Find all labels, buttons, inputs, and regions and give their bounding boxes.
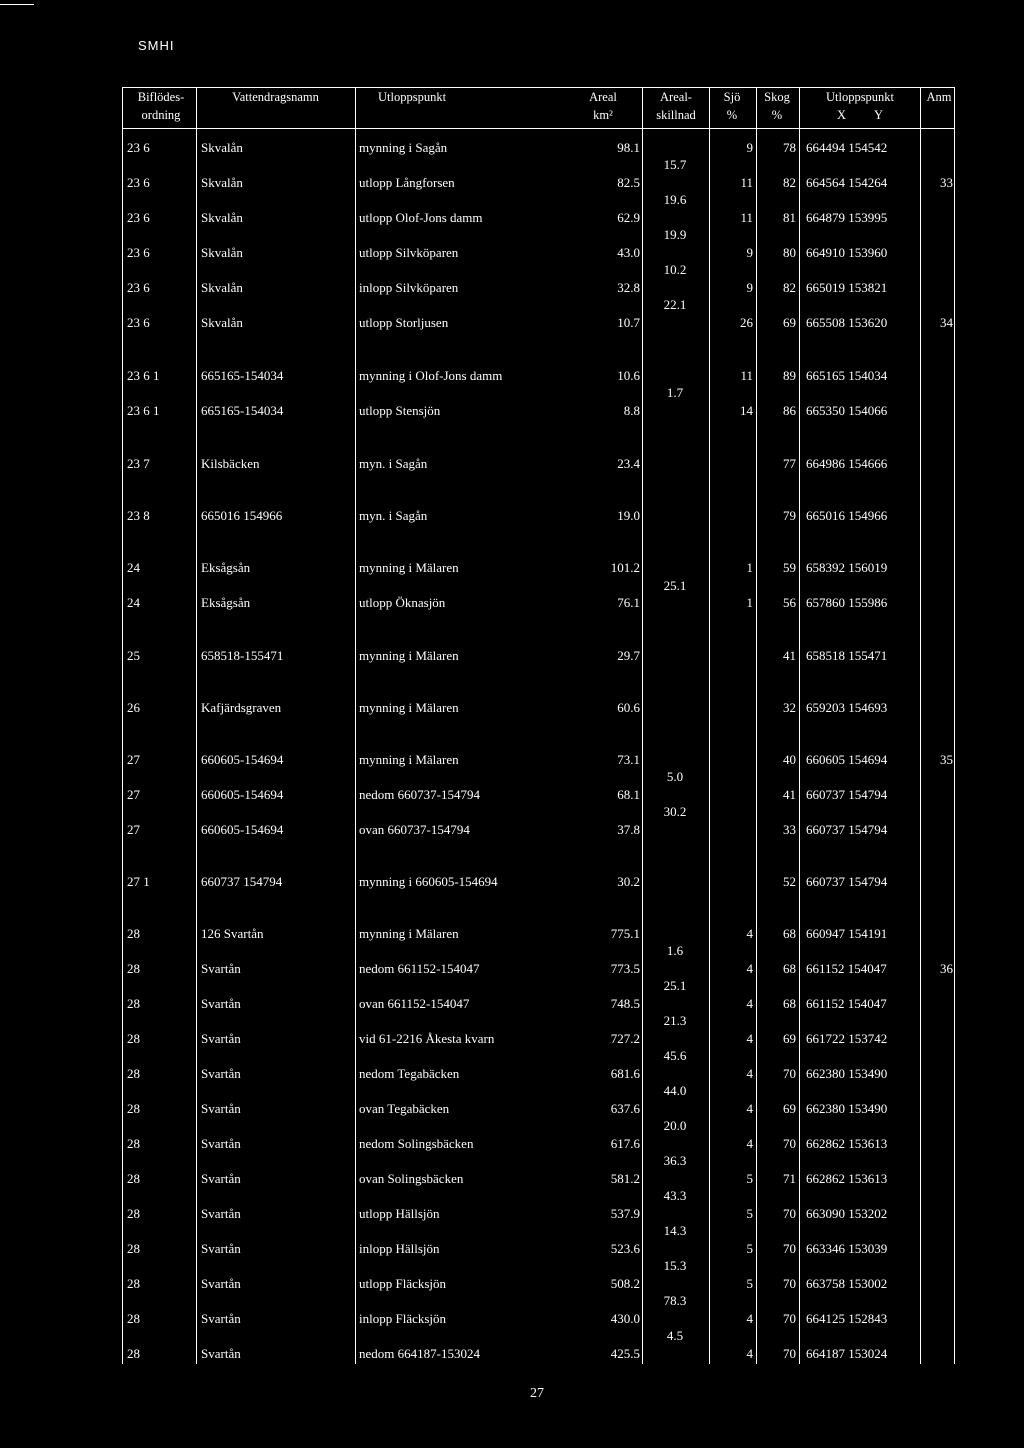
cell-vattendragsnamn: Svartån [201,996,241,1011]
cell-utloppspunkt: mynning i Mälaren [359,926,459,941]
cell-biflodesordning: 28 [127,1171,140,1186]
cell-skog: 70 [783,1276,796,1291]
cell-utloppspunkt-xy: 663758 153002 [806,1276,888,1291]
cell-areal: 10.7 [617,315,640,330]
cell-utloppspunkt-xy: 662380 153490 [806,1101,888,1116]
cell-vattendragsnamn: Kafjärdsgraven [201,700,282,715]
header-anm: Anm [926,90,952,104]
header-sjo: Sjö % [723,90,741,122]
cell-sjo: 14 [740,403,753,418]
cell-areal: 537.9 [610,1206,640,1221]
cell-skog: 82 [783,280,796,295]
cell-vattendragsnamn: Svartån [201,1101,241,1116]
cell-vattendragsnamn: Skvalån [201,140,243,155]
cell-arealskillnad: 43.3 [663,1188,687,1203]
cell-vattendragsnamn: Svartån [201,1276,241,1291]
cell-sjo: 4 [746,1136,753,1151]
cell-utloppspunkt-xy: 665165 154034 [806,368,888,383]
cell-sjo: 11 [740,210,753,225]
cell-skog: 41 [783,787,796,802]
cell-utloppspunkt-xy: 658518 155471 [806,648,888,663]
cell-arealskillnad: 22.1 [663,297,687,312]
cell-utloppspunkt-xy: 663346 153039 [806,1241,888,1256]
cell-utloppspunkt-xy: 660737 154794 [806,787,888,802]
cell-skog: 32 [783,700,796,715]
cell-utloppspunkt: nedom 661152-154047 [359,961,480,976]
cell-vattendragsnamn: 660737 154794 [201,874,283,889]
cell-sjo: 5 [746,1276,753,1291]
cell-vattendragsnamn: Svartån [201,1136,241,1151]
cell-utloppspunkt-xy: 658392 156019 [806,560,888,575]
cell-utloppspunkt-xy: 665016 154966 [806,508,888,523]
cell-utloppspunkt: ovan 661152-154047 [359,996,470,1011]
column-divider [355,87,356,1364]
cell-utloppspunkt: nedom Tegabäcken [359,1066,460,1081]
cell-areal: 773.5 [610,961,640,976]
cell-utloppspunkt: vid 61-2216 Åkesta kvarn [359,1031,495,1046]
cell-biflodesordning: 23 8 [127,508,150,523]
cell-utloppspunkt: mynning i Olof-Jons damm [359,368,503,383]
cell-biflodesordning: 28 [127,1206,140,1221]
org-label: SMHI [138,38,175,53]
cell-biflodesordning: 28 [127,1136,140,1151]
cell-utloppspunkt-xy: 664125 152843 [806,1311,888,1326]
cell-sjo: 5 [746,1171,753,1186]
cell-vattendragsnamn: 660605-154694 [201,822,284,837]
column-divider [642,87,643,1364]
cell-utloppspunkt-xy: 662380 153490 [806,1066,888,1081]
cell-utloppspunkt-xy: 664494 154542 [806,140,888,155]
cell-skog: 71 [783,1171,796,1186]
cell-areal: 10.6 [617,368,640,383]
cell-arealskillnad: 19.6 [663,192,687,207]
page-number: 27 [530,1386,544,1401]
cell-utloppspunkt-xy: 660737 154794 [806,874,888,889]
cell-skog: 40 [783,752,796,767]
cell-utloppspunkt: inlopp Fläcksjön [359,1311,447,1326]
cell-arealskillnad: 15.3 [663,1258,687,1273]
cell-biflodesordning: 27 [127,822,140,837]
cell-utloppspunkt-xy: 659203 154693 [806,700,888,715]
cell-skog: 70 [783,1311,796,1326]
cell-vattendragsnamn: Svartån [201,1066,241,1081]
cell-areal: 68.1 [617,787,640,802]
header-skog: Skog % [764,90,790,122]
cell-biflodesordning: 23 6 [127,140,150,155]
cell-vattendragsnamn: Skvalån [201,210,243,225]
cell-skog: 78 [783,140,796,155]
cell-skog: 56 [783,595,796,610]
cell-areal: 19.0 [617,508,640,523]
cell-areal: 43.0 [617,245,640,260]
cell-skog: 69 [783,1031,796,1046]
cell-vattendragsnamn: Svartån [201,1311,241,1326]
cell-skog: 86 [783,403,796,418]
cell-areal: 508.2 [610,1276,640,1291]
cell-skog: 70 [783,1066,796,1081]
cell-areal: 681.6 [610,1066,640,1081]
cell-biflodesordning: 23 6 [127,175,150,190]
cell-utloppspunkt: utlopp Öknasjön [359,595,446,610]
cell-biflodesordning: 27 [127,787,140,802]
cell-vattendragsnamn: Svartån [201,1171,241,1186]
cell-biflodesordning: 28 [127,1276,140,1291]
header-biflodesordning: Biflödes- ordning [137,90,185,122]
cell-utloppspunkt-xy: 664187 153024 [806,1346,888,1361]
cell-utloppspunkt: utlopp Silvköparen [359,245,459,260]
cell-areal: 60.6 [617,700,640,715]
cell-utloppspunkt: mynning i 660605-154694 [359,874,498,889]
cell-biflodesordning: 27 1 [127,874,150,889]
cell-utloppspunkt-xy: 662862 153613 [806,1171,888,1186]
cell-arealskillnad: 21.3 [663,1013,687,1028]
column-divider [196,87,197,1364]
cell-utloppspunkt-xy: 660605 154694 [806,752,888,767]
cell-anm: 35 [940,752,953,767]
cell-sjo: 11 [740,175,753,190]
cell-areal: 23.4 [617,456,640,471]
cell-areal: 425.5 [610,1346,640,1361]
cell-utloppspunkt: utlopp Stensjön [359,403,441,418]
cell-areal: 30.2 [617,874,640,889]
cell-biflodesordning: 27 [127,752,140,767]
cell-biflodesordning: 23 6 [127,315,150,330]
cell-sjo: 1 [746,560,753,575]
cell-utloppspunkt-xy: 660737 154794 [806,822,888,837]
cell-biflodesordning: 28 [127,1031,140,1046]
cell-vattendragsnamn: Skvalån [201,280,243,295]
cell-anm: 34 [940,315,953,330]
cell-utloppspunkt: mynning i Mälaren [359,560,459,575]
cell-vattendragsnamn: Eksågsån [201,595,251,610]
cell-skog: 70 [783,1346,796,1361]
cell-utloppspunkt-xy: 657860 155986 [806,595,888,610]
cell-skog: 68 [783,926,796,941]
cell-arealskillnad: 44.0 [663,1083,687,1098]
cell-utloppspunkt: utlopp Fläcksjön [359,1276,447,1291]
cell-areal: 62.9 [617,210,640,225]
cell-sjo: 4 [746,1031,753,1046]
cell-utloppspunkt: mynning i Mälaren [359,700,459,715]
cell-skog: 59 [783,560,796,575]
cell-utloppspunkt-xy: 664879 153995 [806,210,888,225]
cell-areal: 37.8 [617,822,640,837]
cell-arealskillnad: 5.0 [666,769,684,784]
cell-sjo: 9 [746,140,753,155]
cell-biflodesordning: 24 [127,595,140,610]
cell-areal: 637.6 [610,1101,640,1116]
cell-utloppspunkt: myn. i Sagån [359,456,428,471]
cell-skog: 68 [783,996,796,1011]
top-edge-rule [0,4,34,5]
column-divider [954,87,955,1364]
cell-utloppspunkt: mynning i Sagån [359,140,448,155]
header-utloppspunkt: Utloppspunkt [378,90,447,104]
cell-skog: 69 [783,1101,796,1116]
column-divider [799,87,800,1364]
cell-utloppspunkt: utlopp Olof-Jons damm [359,210,483,225]
cell-areal: 775.1 [610,926,640,941]
cell-skog: 79 [783,508,796,523]
cell-areal: 727.2 [610,1031,640,1046]
cell-biflodesordning: 28 [127,961,140,976]
cell-arealskillnad: 25.1 [663,978,687,993]
cell-biflodesordning: 28 [127,1066,140,1081]
cell-sjo: 4 [746,961,753,976]
cell-areal: 73.1 [617,752,640,767]
cell-sjo: 4 [746,1101,753,1116]
cell-sjo: 9 [746,280,753,295]
cell-vattendragsnamn: Skvalån [201,315,243,330]
cell-skog: 41 [783,648,796,663]
column-divider [756,87,757,1364]
cell-vattendragsnamn: 658518-155471 [201,648,284,663]
cell-utloppspunkt: nedom 660737-154794 [359,787,480,802]
cell-vattendragsnamn: 665165-154034 [201,368,284,383]
header-arealskillnad: Areal- skillnad [656,90,696,122]
cell-biflodesordning: 24 [127,560,140,575]
column-divider [122,87,123,1364]
cell-utloppspunkt: mynning i Mälaren [359,752,459,767]
cell-vattendragsnamn: Svartån [201,1206,241,1221]
cell-anm: 33 [940,175,953,190]
cell-utloppspunkt: utlopp Långforsen [359,175,455,190]
cell-skog: 82 [783,175,796,190]
column-divider [920,87,921,1364]
cell-arealskillnad: 36.3 [663,1153,687,1168]
cell-areal: 98.1 [617,140,640,155]
cell-biflodesordning: 28 [127,1241,140,1256]
cell-skog: 70 [783,1136,796,1151]
cell-skog: 70 [783,1206,796,1221]
cell-areal: 430.0 [610,1311,640,1326]
cell-utloppspunkt-xy: 660947 154191 [806,926,888,941]
cell-arealskillnad: 25.1 [663,578,687,593]
header-utloppspunkt-xy: Utloppspunkt X Y [825,90,895,122]
cell-skog: 68 [783,961,796,976]
cell-skog: 52 [783,874,796,889]
cell-arealskillnad: 14.3 [663,1223,687,1238]
cell-vattendragsnamn: 665165-154034 [201,403,284,418]
cell-utloppspunkt: nedom Solingsbäcken [359,1136,474,1151]
cell-utloppspunkt: ovan Solingsbäcken [359,1171,464,1186]
cell-utloppspunkt: mynning i Mälaren [359,648,459,663]
cell-biflodesordning: 23 6 1 [127,403,160,418]
cell-vattendragsnamn: Svartån [201,1241,241,1256]
cell-utloppspunkt: utlopp Storljusen [359,315,449,330]
header-areal: Areal km² [589,90,617,122]
cell-vattendragsnamn: Svartån [201,961,241,976]
cell-anm: 36 [940,961,953,976]
cell-areal: 581.2 [610,1171,640,1186]
cell-biflodesordning: 23 6 [127,210,150,225]
cell-arealskillnad: 10.2 [663,262,687,277]
cell-areal: 29.7 [617,648,640,663]
cell-areal: 8.8 [623,403,640,418]
cell-arealskillnad: 78.3 [663,1293,687,1308]
cell-vattendragsnamn: Kilsbäcken [201,456,260,471]
cell-biflodesordning: 28 [127,996,140,1011]
cell-biflodesordning: 26 [127,700,140,715]
cell-areal: 82.5 [617,175,640,190]
cell-utloppspunkt-xy: 665508 153620 [806,315,888,330]
cell-arealskillnad: 15.7 [663,157,687,172]
cell-sjo: 9 [746,245,753,260]
cell-vattendragsnamn: Skvalån [201,175,243,190]
cell-utloppspunkt-xy: 661152 154047 [806,961,887,976]
cell-utloppspunkt-xy: 661722 153742 [806,1031,888,1046]
cell-skog: 69 [783,315,796,330]
cell-biflodesordning: 25 [127,648,140,663]
cell-areal: 748.5 [610,996,640,1011]
cell-vattendragsnamn: Svartån [201,1346,241,1361]
cell-utloppspunkt: ovan Tegabäcken [359,1101,450,1116]
cell-skog: 80 [783,245,796,260]
cell-biflodesordning: 23 6 [127,280,150,295]
cell-utloppspunkt: ovan 660737-154794 [359,822,470,837]
cell-sjo: 5 [746,1241,753,1256]
cell-areal: 617.6 [610,1136,640,1151]
header-vattendragsnamn: Vattendragsnamn [232,90,319,104]
cell-utloppspunkt: myn. i Sagån [359,508,428,523]
cell-sjo: 5 [746,1206,753,1221]
cell-skog: 33 [783,822,796,837]
cell-vattendragsnamn: Svartån [201,1031,241,1046]
cell-utloppspunkt-xy: 661152 154047 [806,996,887,1011]
cell-biflodesordning: 28 [127,1346,140,1361]
cell-arealskillnad: 4.5 [666,1328,684,1343]
cell-sjo: 4 [746,926,753,941]
cell-areal: 32.8 [617,280,640,295]
cell-biflodesordning: 28 [127,926,140,941]
cell-arealskillnad: 1.7 [666,385,684,400]
cell-sjo: 4 [746,1311,753,1326]
cell-utloppspunkt-xy: 665350 154066 [806,403,888,418]
cell-vattendragsnamn: Skvalån [201,245,243,260]
cell-utloppspunkt-xy: 665019 153821 [806,280,888,295]
cell-skog: 70 [783,1241,796,1256]
cell-vattendragsnamn: 660605-154694 [201,752,284,767]
cell-vattendragsnamn: 665016 154966 [201,508,283,523]
cell-vattendragsnamn: 660605-154694 [201,787,284,802]
cell-utloppspunkt-xy: 664910 153960 [806,245,888,260]
cell-areal: 101.2 [610,560,640,575]
header-bottom-rule [122,128,954,129]
cell-skog: 89 [783,368,796,383]
cell-sjo: 4 [746,1346,753,1361]
cell-arealskillnad: 20.0 [663,1118,687,1133]
cell-arealskillnad: 45.6 [663,1048,687,1063]
cell-biflodesordning: 23 6 1 [127,368,160,383]
cell-utloppspunkt-xy: 664564 154264 [806,175,888,190]
cell-utloppspunkt: inlopp Silvköparen [359,280,459,295]
cell-utloppspunkt-xy: 663090 153202 [806,1206,888,1221]
cell-arealskillnad: 1.6 [666,943,684,958]
cell-biflodesordning: 28 [127,1311,140,1326]
cell-sjo: 1 [746,595,753,610]
cell-skog: 81 [783,210,796,225]
cell-biflodesordning: 23 6 [127,245,150,260]
cell-biflodesordning: 28 [127,1101,140,1116]
cell-arealskillnad: 30.2 [663,804,687,819]
cell-sjo: 4 [746,1066,753,1081]
column-divider [709,87,710,1364]
cell-areal: 523.6 [610,1241,640,1256]
cell-utloppspunkt: nedom 664187-153024 [359,1346,480,1361]
cell-utloppspunkt-xy: 662862 153613 [806,1136,888,1151]
cell-biflodesordning: 23 7 [127,456,150,471]
cell-utloppspunkt: inlopp Hällsjön [359,1241,440,1256]
cell-sjo: 11 [740,368,753,383]
cell-utloppspunkt: utlopp Hällsjön [359,1206,440,1221]
cell-utloppspunkt-xy: 664986 154666 [806,456,888,471]
cell-sjo: 26 [740,315,753,330]
cell-sjo: 4 [746,996,753,1011]
cell-vattendragsnamn: 126 Svartån [201,926,264,941]
cell-vattendragsnamn: Eksågsån [201,560,251,575]
cell-skog: 77 [783,456,796,471]
cell-arealskillnad: 19.9 [663,227,687,242]
cell-areal: 76.1 [617,595,640,610]
